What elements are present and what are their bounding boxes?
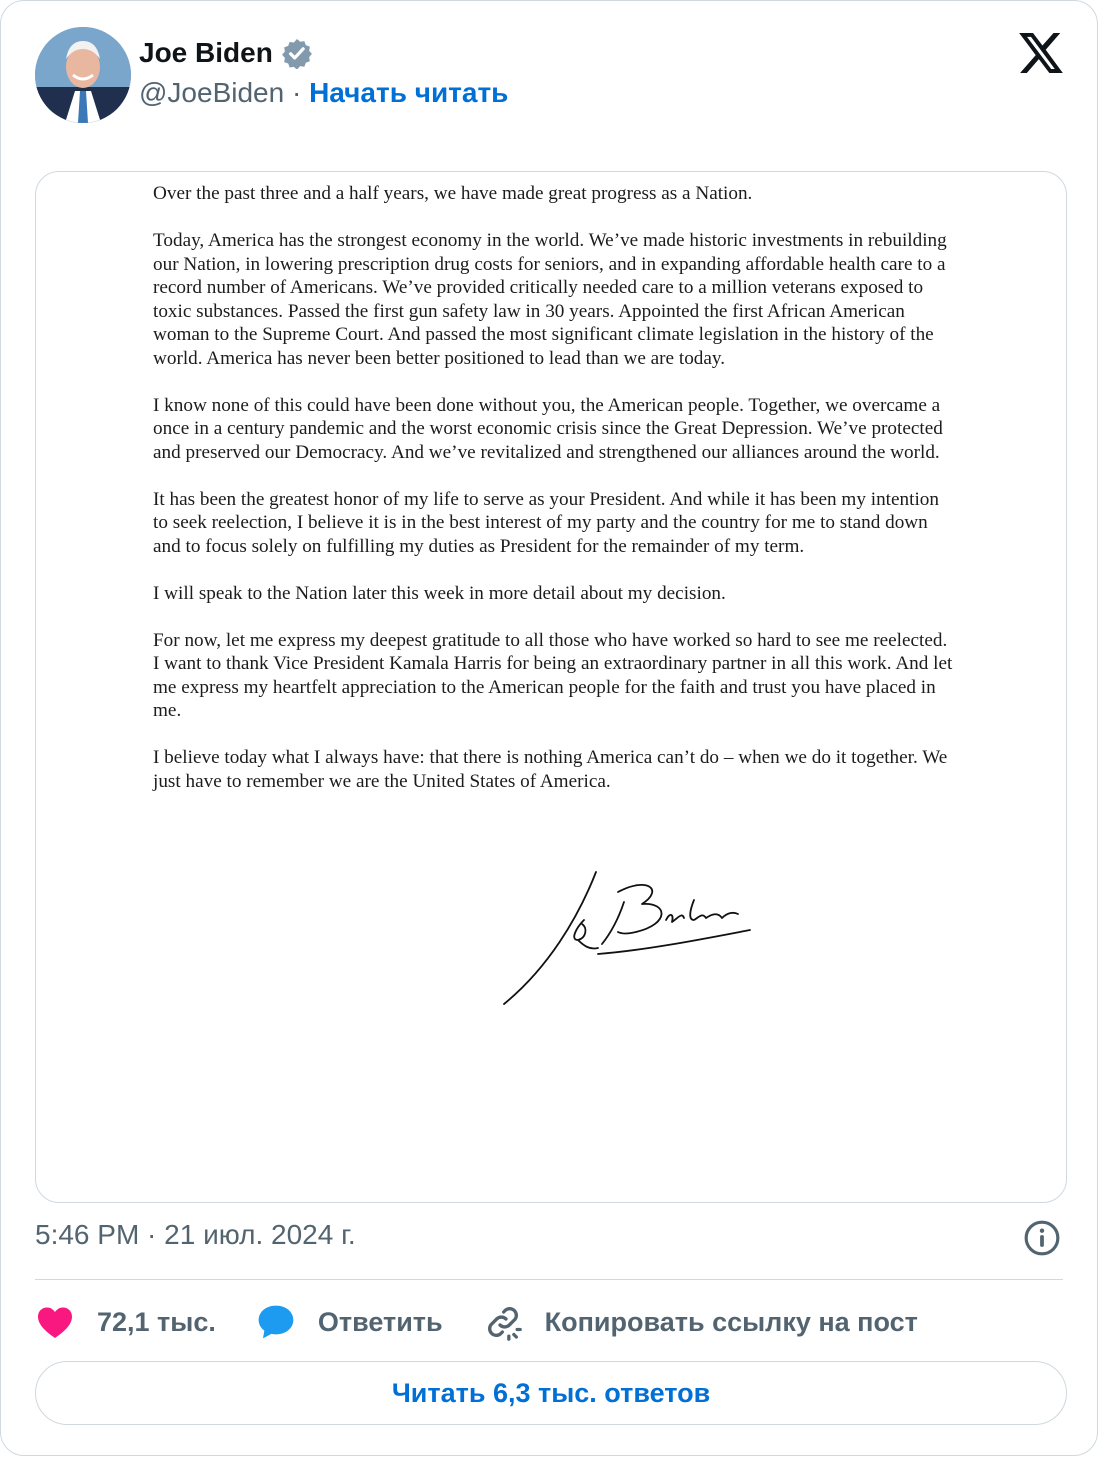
- letter-paragraph: Today, America has the strongest economy in the world. We’ve made historic investments in rebuilding our Nation, in lowering prescription drug costs for seniors, and in expanding affordable health care to a record number of Americans. We’ve provided critically needed care to a million veterans exposed to toxic substances. Passed the first gun safety law in 30 years. Appointed the first African American woman to the Supreme Court. And passed the most significant climate legislation in the history of the world. America has never been better positioned to lead than we are today.: [153, 230, 947, 369]
- info-icon[interactable]: [1023, 1219, 1061, 1257]
- reply-button[interactable]: [256, 1302, 443, 1342]
- author-name[interactable]: Joe Biden: [139, 37, 273, 68]
- author-handle[interactable]: @JoeBiden: [139, 77, 285, 108]
- divider: [35, 1279, 1063, 1280]
- speech-bubble-icon: [256, 1302, 296, 1342]
- tweet-actions: [35, 1297, 958, 1347]
- x-logo-icon[interactable]: [1019, 33, 1063, 73]
- tweet-header: [35, 27, 1063, 123]
- letter-paragraph: I know none of this could have been done without you, the American people. Together, we overcame a once in a century pandemic and the worst economic crisis since the Great Depression. We’ve protected and preserved our Democracy. And we’ve revitalized and strengthened our alliances around the world.: [153, 394, 943, 463]
- author-handle-row: [139, 77, 508, 109]
- letter-text: [153, 182, 953, 817]
- copy-link-button[interactable]: [483, 1302, 918, 1342]
- letter-paragraph: I believe today what I always have: that there is nothing America can’t do – when we do it together. We just have to remember we are the United States of America.: [153, 747, 948, 792]
- read-replies-button[interactable]: Читать 6,3 тыс. ответов: [35, 1361, 1067, 1425]
- avatar[interactable]: [35, 27, 131, 123]
- letter-paragraph: I will speak to the Nation later this week in more detail about my decision.: [153, 582, 726, 604]
- verified-badge-icon: [281, 37, 313, 69]
- signature: [498, 868, 768, 1008]
- link-icon: [483, 1302, 523, 1342]
- letter-paragraph: Over the past three and a half years, we have made great progress as a Nation.: [153, 183, 753, 204]
- like-count: 72,1 тыс.: [97, 1306, 216, 1337]
- author-name-row: [139, 35, 313, 71]
- follow-link[interactable]: Начать читать: [309, 77, 509, 108]
- heart-icon: [35, 1302, 75, 1342]
- letter-image[interactable]: [35, 171, 1067, 1203]
- letter-paragraph: It has been the greatest honor of my life to serve as your President. And while it has been my intention to seek reelection, I believe it is in the best interest of my party and the country for me to stand down and to focus solely on fulfilling my duties as President for the remainder of my term.: [153, 488, 939, 557]
- copy-link-label: Копировать ссылку на пост: [544, 1306, 918, 1337]
- handle-separator: ·: [284, 77, 310, 108]
- letter-paragraph: For now, let me express my deepest gratitude to all those who have worked so hard to see me reelected. I want to thank Vice President Kamala Harris for being an extraordinary partner in all this work. And let me express my heartfelt appreciation to the American people for the faith and trust you have placed in me.: [153, 629, 953, 721]
- reply-label: Ответить: [317, 1306, 443, 1337]
- like-button[interactable]: [35, 1302, 216, 1342]
- tweet-timestamp[interactable]: 5:46 PM · 21 июл. 2024 г.: [35, 1219, 356, 1250]
